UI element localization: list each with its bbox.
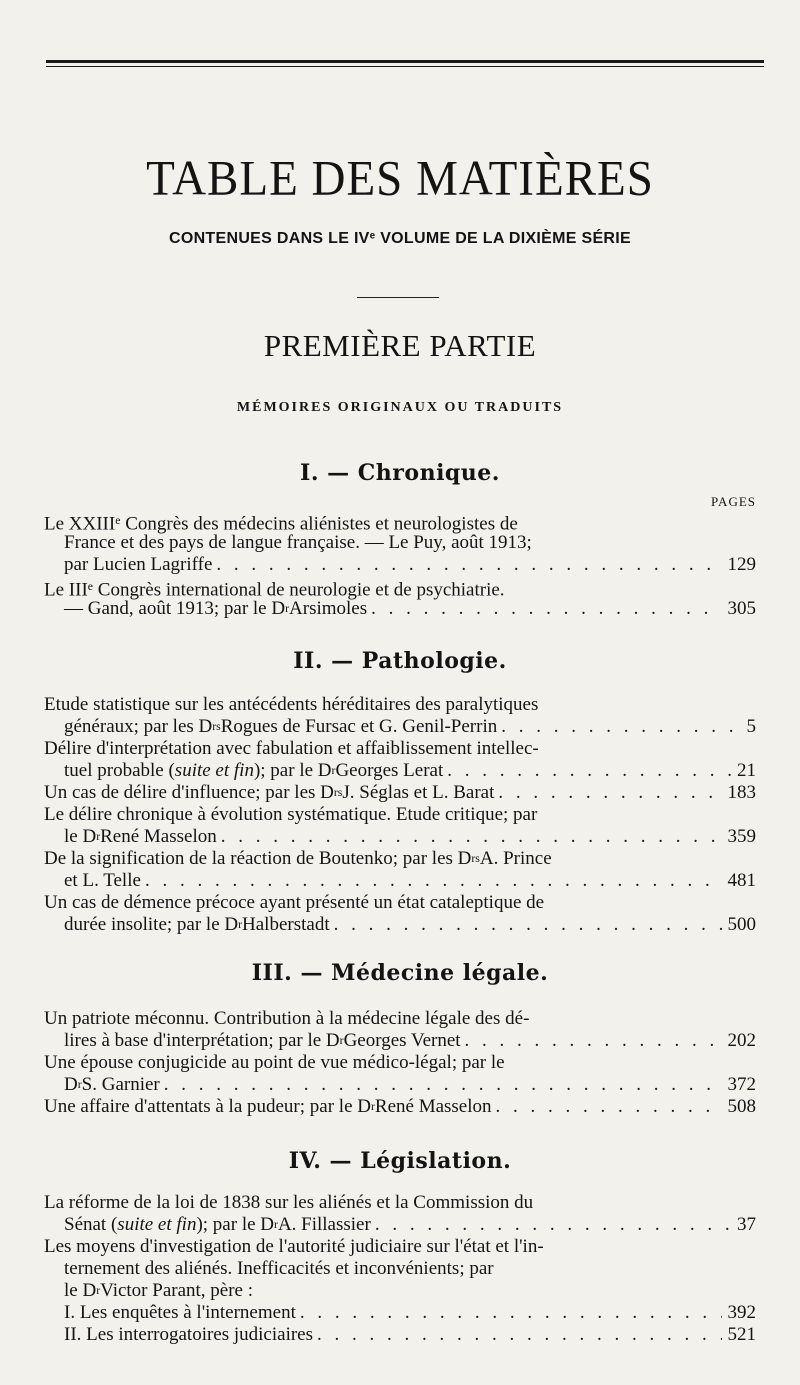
toc-entry: Un cas de démence précoce ayant présenté un état cataleptique de durée insolite; par le D r Halberstadt . . . 500	[44, 892, 756, 936]
toc-entry: Les moyens d'investigation de l'autorité judiciaire sur l'état et l'in- ternement des aliénés. Inefficacités et inconvénients; par le D r Victor Parant, père :	[44, 1236, 544, 1301]
toc-entry: Un patriote méconnu. Contribution à la médecine légale des dé- lires à base d'interprétation; par le D r Georges Vernet . . . 202	[44, 1008, 756, 1052]
toc-entry: Une affaire d'attentats à la pudeur; par le D r René Masselon . . . 508	[44, 1096, 756, 1118]
toc-entry: Le XXIIIe Congrès des médecins aliénistes et neurologistes de France et des pays de langue française. — Le Puy, août 1913; par Lucien Lagriffe . . . 129	[44, 510, 756, 576]
separator-rule	[357, 297, 439, 298]
part-title: PREMIÈRE PARTIE	[263, 328, 537, 363]
page-number: 481	[727, 870, 756, 891]
page-number: 392	[727, 1302, 756, 1323]
page-number: 202	[727, 1030, 756, 1051]
page-number: 521	[727, 1324, 756, 1345]
toc-entry: II. Les interrogatoires judiciaires . . . 521	[44, 1324, 756, 1346]
page-number: 508	[727, 1096, 756, 1117]
pages-column-label: PAGES	[711, 494, 756, 509]
page-number: 372	[727, 1074, 756, 1095]
toc-entry: Etude statistique sur les antécédents héréditaires des paralytiques généraux; par les D rs Rogues de Fursac et G. Genil-Perrin . . . 5	[44, 694, 756, 738]
page-number: 37	[737, 1214, 756, 1235]
toc-entry: Une épouse conjugicide au point de vue médico-légal; par le D r S. Garnier . . . 372	[44, 1052, 756, 1096]
page-title: TABLE DES MATIÈRES	[146, 151, 654, 207]
toc-entry: Le IIIe Congrès international de neurologie et de psychiatrie. — Gand, août 1913; par le D r Arsimoles . . . 305	[44, 576, 756, 620]
section-heading-pathologie: II. — Pathologie.	[293, 648, 507, 674]
toc-entry: Un cas de délire d'influence; par les D rs J. Séglas et L. Barat . . . 183	[44, 782, 756, 804]
top-rule-thin	[46, 66, 764, 67]
page-number: 21	[737, 760, 756, 781]
section-heading-chronique: I. — Chronique.	[300, 460, 500, 486]
page-subtitle: CONTENUES DANS LE IVe VOLUME DE LA DIXIÈME SÉRIE	[168, 230, 632, 247]
toc-entry: I. Les enquêtes à l'internement . . . 392	[44, 1302, 756, 1324]
page-number: 129	[727, 554, 756, 575]
page-number: 359	[727, 826, 756, 847]
section-heading-legislation: IV. — Législation.	[288, 1148, 512, 1174]
toc-entry: De la signification de la réaction de Boutenko; par les D rs A. Prince et L. Telle . . . 481	[44, 848, 756, 892]
page-number: 5	[746, 716, 756, 737]
toc-entry: Délire d'interprétation avec fabulation et affaiblissement intellec- tuel probable ( suite et fin ); par le D r Georges Lerat . . . 21	[44, 738, 756, 782]
toc-entry: La réforme de la loi de 1838 sur les aliénés et la Commission du Sénat ( suite et fin ); par le D r A. Fillassier . . . 37	[44, 1192, 756, 1236]
page-number: 183	[727, 782, 756, 803]
toc-entry: Le délire chronique à évolution systématique. Etude critique; par le D r René Masselon . . . 359	[44, 804, 756, 848]
top-rule-thick	[46, 60, 764, 63]
page-number: 500	[727, 914, 756, 935]
section-heading-medecine-legale: III. — Médecine légale.	[251, 960, 549, 986]
page-number: 305	[727, 598, 756, 619]
memoires-label: MÉMOIRES ORIGINAUX OU TRADUITS	[236, 400, 564, 415]
